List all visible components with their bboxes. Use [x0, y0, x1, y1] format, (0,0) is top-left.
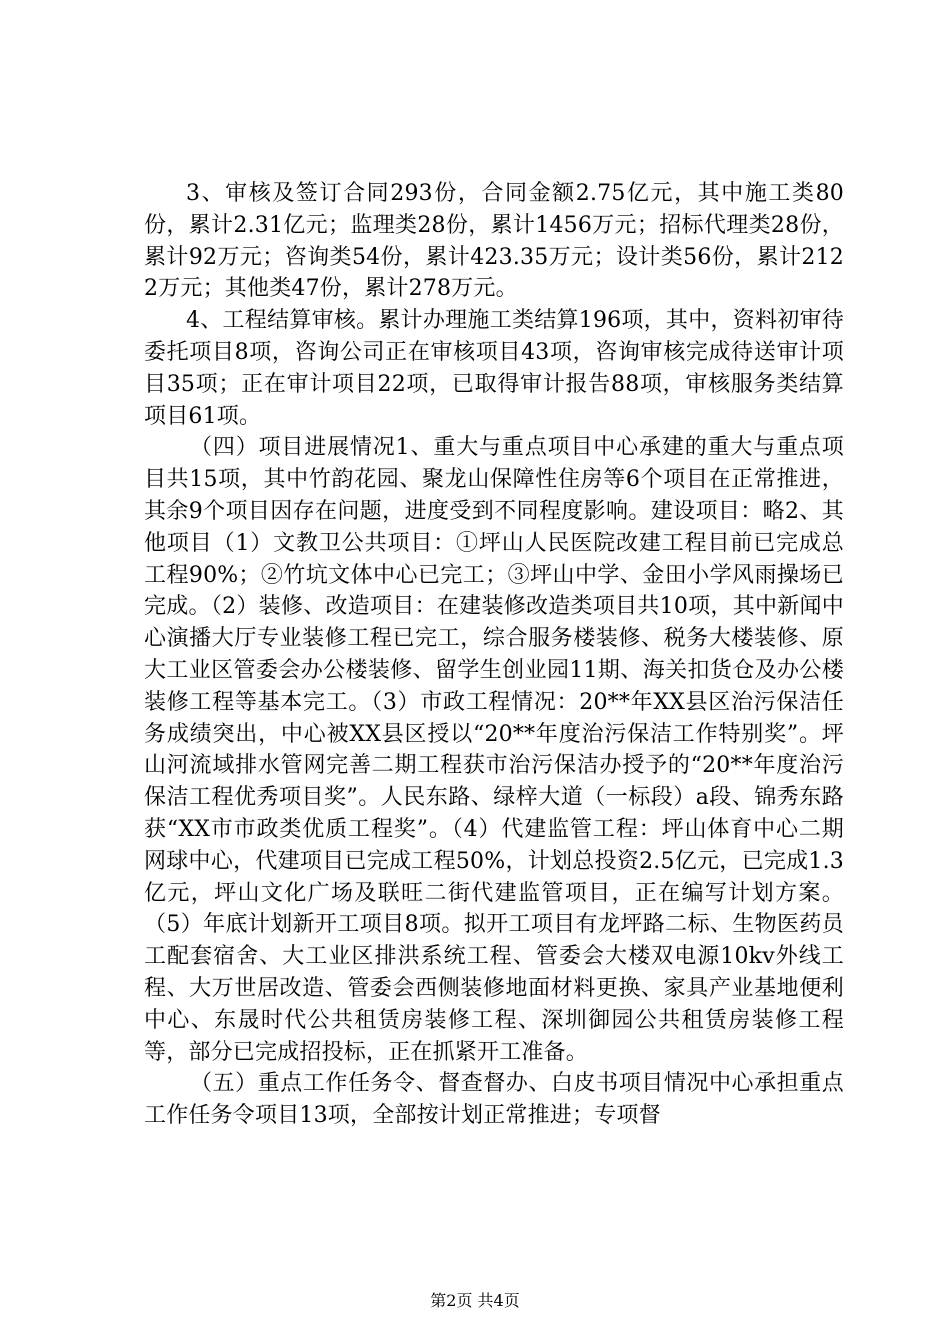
paragraph-contract-review: 3、审核及签订合同293份，合同金额2.75亿元，其中施工类80份，累计2.31亿元；监理类28份，累计1456万元；招标代理类28份，累计92万元；咨询类54份，累计423.35万元；设计类56份，累计2122万元；其他类47份，累计278万元。	[144, 181, 844, 302]
document-body	[144, 178, 844, 1132]
paragraph-settlement-review: 4、工程结算审核。累计办理施工类结算196项，其中，资料初审待委托项目8项，咨询公司正在审核项目43项，咨询审核完成待送审计项目35项；正在审计项目22项，已取得审计报告88项，审核服务类结算项目61项。	[144, 308, 844, 429]
page-footer: 第2页 共4页	[430, 1291, 520, 1310]
paragraph-project-progress: （四）项目进展情况1、重大与重点项目中心承建的重大与重点项目共15项，其中竹韵花园、聚龙山保障性住房等6个项目在正常推进，其余9个项目因存在问题，进度受到不同程度影响。建设项目：略2、其他项目（1）文教卫公共项目：①坪山人民医院改建工程目前已完成总工程90%；②竹坑文体中心已完工；③坪山中学、金田小学风雨操场已完成。（2）装修、改造项目：在建装修改造类项目共10项，其中新闻中心演播大厅专业装修工程已完工，综合服务楼装修、税务大楼装修、原大工业区管委会办公楼装修、留学生创业园11期、海关扣货仓及办公楼装修工程等基本完工。（3）市政工程情况：20**年XX县区治污保洁任务成绩突出，中心被XX县区授以“20**年度治污保洁工作特别奖”。坪山河流域排水管网完善二期工程获市治污保洁办授予的“20**年度治污保洁工程优秀项目奖”。人民东路、绿梓大道（一标段）a段、锦秀东路获“XX市市政类优质工程奖”。（4）代建监管工程：坪山体育中心二期网球中心，代建项目已完成工程50%，计划总投资2.5亿元，已完成1.3亿元，坪山文化广场及联旺二街代建监管项目，正在编写计划方案。（5）年底计划新开工项目8项。拟开工项目有龙坪路二标、生物医药员工配套宿舍、大工业区排洪系统工程、管委会大楼双电源10kv外线工程、大万世居改造、管委会西侧装修地面材料更换、家具产业基地便利中心、东晟时代公共租赁房装修工程、深圳御园公共租赁房装修工程等，部分已完成招投标，正在抓紧开工准备。	[144, 435, 844, 1065]
paragraph-key-tasks: （五）重点工作任务令、督查督办、白皮书项目情况中心承担重点工作任务令项目13项，全部按计划正常推进；专项督	[144, 1071, 844, 1129]
